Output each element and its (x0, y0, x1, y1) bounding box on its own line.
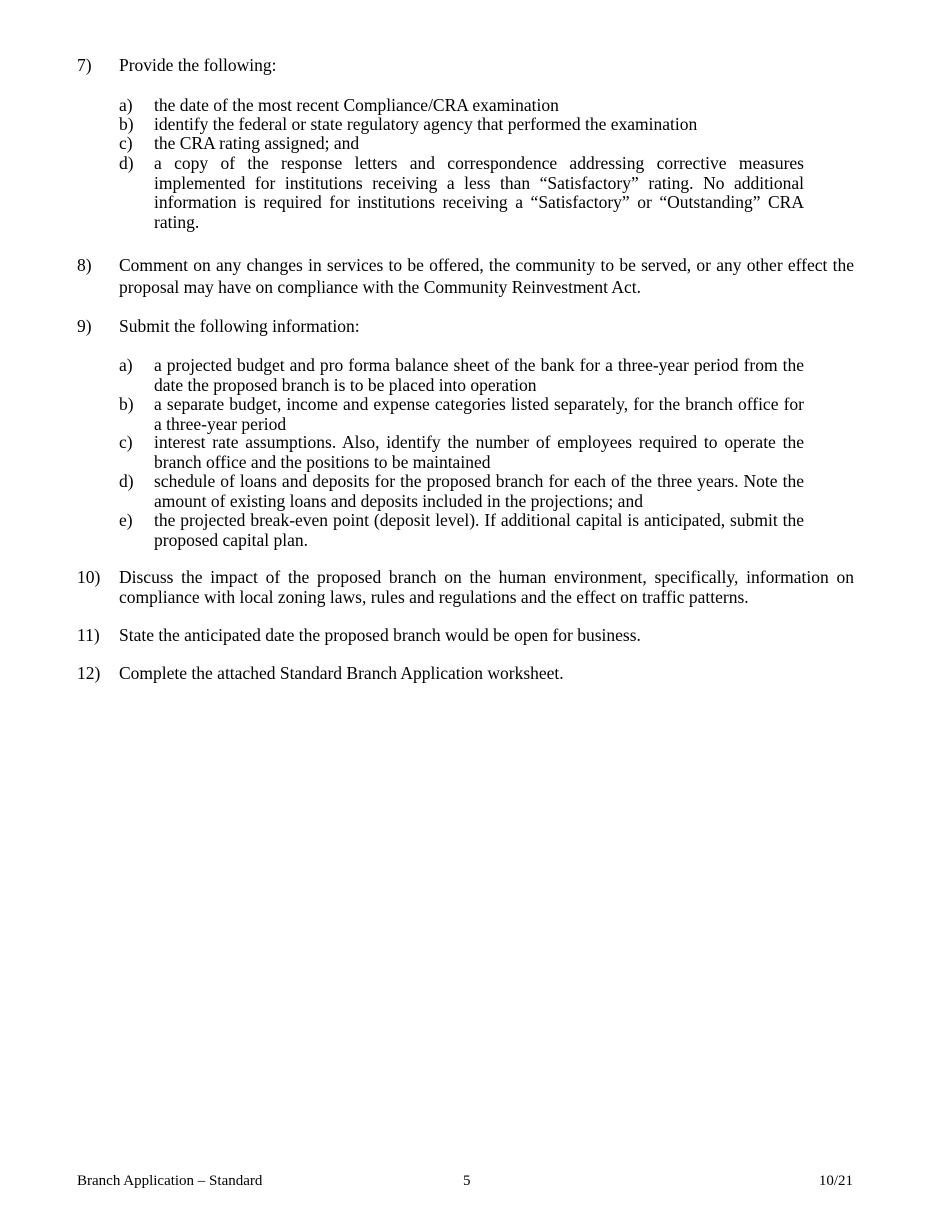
sub-item-letter: b) (119, 394, 134, 414)
sub-item-letter: b) (119, 114, 134, 134)
item-9-sub-a (119, 356, 804, 395)
item-number: 11) (77, 625, 100, 645)
sub-item-text: a copy of the response letters and correspondence addressing corrective measures implemented for institutions receiving a less than “Satisfactory” rating. No additional information is required for institutions receiving a “Satisfactory” or “Outstanding” CRA rating. (154, 153, 804, 232)
item-7-sub-d (119, 154, 804, 232)
item-text: Provide the following: (119, 55, 277, 75)
sub-item-text: identify the federal or state regulatory agency that performed the examination (154, 114, 698, 134)
sub-item-text: a separate budget, income and expense categories listed separately, for the branch office for a three-year period (154, 394, 804, 434)
sub-item-text: schedule of loans and deposits for the proposed branch for each of the three years. Note the amount of existing loans and deposits included in the projections; and (154, 471, 804, 511)
item-number: 10) (77, 567, 101, 587)
sub-item-text: the date of the most recent Compliance/CRA examination (154, 95, 559, 115)
sub-item-text: a projected budget and pro forma balance sheet of the bank for a three-year period from the date the proposed branch is to be placed into operation (154, 355, 804, 395)
sub-item-letter: a) (119, 95, 133, 115)
item-9 (77, 317, 854, 337)
item-number: 8) (77, 255, 92, 275)
footer-revision-date: 10/21 (818, 1173, 853, 1189)
sub-item-letter: a) (119, 355, 133, 375)
sub-item-text: the CRA rating assigned; and (154, 133, 360, 153)
item-9-sub-c (119, 433, 804, 472)
item-text: Discuss the impact of the proposed branch on the human environment, specifically, information on compliance with local zoning laws, rules and regulations and the effect on traffic patterns. (119, 567, 854, 607)
item-10 (77, 568, 854, 607)
item-number: 7) (77, 55, 92, 75)
item-9-sub-e (119, 511, 804, 550)
sub-item-letter: d) (119, 153, 134, 173)
sub-item-letter: c) (119, 432, 133, 452)
sub-item-letter: d) (119, 471, 134, 491)
sub-item-text: interest rate assumptions. Also, identify the number of employees required to operate the branch office and the positions to be maintained (154, 432, 804, 472)
sub-item-letter: e) (119, 510, 133, 530)
item-text: State the anticipated date the proposed branch would be open for business. (119, 625, 641, 645)
item-7-sub-c (119, 134, 804, 154)
item-text: Comment on any changes in services to be offered, the community to be served, or any other effect the proposal may have on compliance with the Community Reinvestment Act. (119, 255, 854, 297)
footer-page-number: 5 (463, 1173, 471, 1189)
item-text: Complete the attached Standard Branch Application worksheet. (119, 663, 564, 683)
item-7-sub-b (119, 115, 804, 135)
sub-item-text: the projected break-even point (deposit level). If additional capital is anticipated, submit the proposed capital plan. (154, 510, 804, 550)
item-number: 12) (77, 663, 101, 683)
item-8 (77, 254, 854, 298)
item-11 (77, 626, 854, 646)
footer-document-title: Branch Application – Standard (77, 1173, 263, 1189)
item-9-sub-b (119, 395, 804, 434)
item-number: 9) (77, 316, 92, 336)
item-9-sub-d (119, 472, 804, 511)
item-text: Submit the following information: (119, 316, 360, 336)
item-7-sub-a (119, 96, 804, 116)
item-7 (77, 56, 854, 76)
item-12 (77, 664, 854, 684)
sub-item-letter: c) (119, 133, 133, 153)
